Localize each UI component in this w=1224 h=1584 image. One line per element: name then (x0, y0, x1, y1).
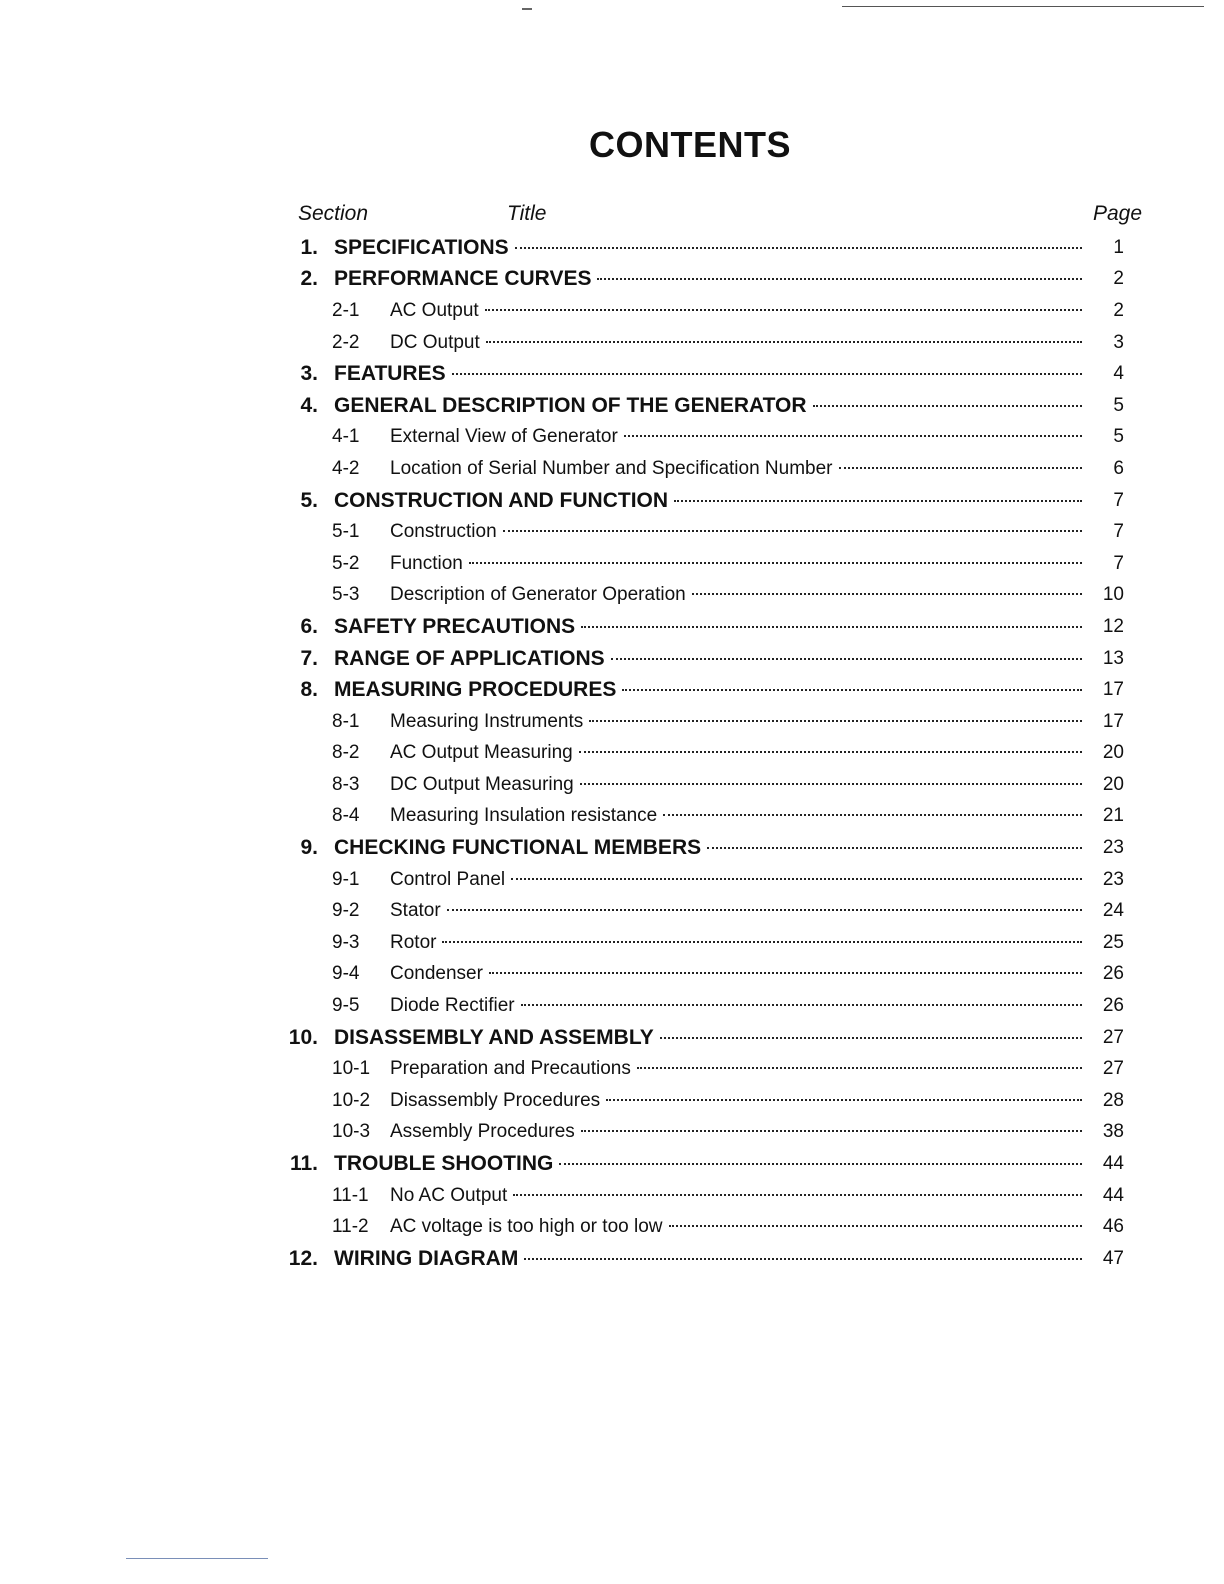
toc-entry[interactable] (0, 1148, 1224, 1180)
toc-entry-line (334, 1152, 1088, 1176)
dot-leader (813, 405, 1082, 407)
toc-entry-line (390, 711, 1088, 733)
toc-entry[interactable] (0, 232, 1224, 264)
toc-entry-number: 8-3 (332, 773, 360, 795)
toc-entry-page: 6 (1113, 457, 1124, 479)
toc-entry-line (334, 267, 1088, 291)
toc-entry-page: 38 (1102, 1121, 1124, 1143)
toc-entry[interactable] (0, 959, 1224, 991)
toc-entry-line (334, 678, 1088, 702)
toc-entry-number: 5-3 (332, 584, 360, 606)
toc-entry-title: AC voltage is too high or too low (390, 1216, 663, 1238)
dot-leader (559, 1163, 1082, 1165)
toc-entry-line (334, 836, 1088, 860)
column-header-title: Title (507, 202, 547, 225)
toc-entry[interactable] (0, 358, 1224, 390)
toc-entry-title: External View of Generator (390, 426, 618, 448)
toc-entry[interactable] (0, 453, 1224, 485)
dot-leader (597, 278, 1082, 280)
toc-entry[interactable] (0, 327, 1224, 359)
toc-entry-number: 5-2 (332, 552, 360, 574)
toc-entry[interactable] (0, 895, 1224, 927)
toc-entry[interactable] (0, 295, 1224, 327)
toc-entry-number: 11-1 (332, 1184, 369, 1206)
toc-entry-line (390, 963, 1088, 985)
toc-entry-title: Disassembly Procedures (390, 1089, 601, 1111)
toc-entry[interactable] (0, 548, 1224, 580)
toc-entry[interactable] (0, 801, 1224, 833)
toc-entry-page: 4 (1113, 363, 1124, 385)
toc-entry-line (334, 394, 1088, 418)
dot-leader (524, 1258, 1082, 1260)
toc-entry-title: No AC Output (390, 1184, 508, 1206)
toc-entry[interactable] (0, 1211, 1224, 1243)
toc-entry-title: DC Output (390, 331, 480, 353)
toc-entry-number: 8. (300, 678, 318, 702)
toc-entry-title: SPECIFICATIONS (334, 235, 509, 259)
toc-entry-number: 9. (300, 836, 318, 860)
toc-entry-page: 17 (1102, 710, 1124, 732)
toc-entry-page: 20 (1102, 742, 1124, 764)
column-header-section: Section (298, 202, 369, 225)
toc-entry-line (390, 521, 1088, 543)
toc-entry-line (390, 1121, 1088, 1143)
toc-entry-number: 9-3 (332, 931, 360, 953)
toc-entry-page: 23 (1102, 837, 1124, 859)
toc-entry[interactable] (0, 1117, 1224, 1149)
toc-entry-page: 26 (1102, 963, 1124, 985)
toc-entry-page: 23 (1102, 868, 1124, 890)
toc-entry-number: 9-2 (332, 900, 360, 922)
dot-leader (589, 720, 1082, 722)
toc-entry-line (390, 553, 1088, 575)
toc-entry-number: 5. (300, 488, 318, 512)
dot-leader (624, 435, 1082, 437)
column-headers (298, 202, 1142, 230)
dot-leader (513, 1194, 1082, 1196)
toc-entry-number: 4. (300, 393, 318, 417)
toc-entry-number: 10-2 (332, 1089, 371, 1111)
dot-leader (521, 1004, 1082, 1006)
toc-entry[interactable] (0, 706, 1224, 738)
toc-entry-number: 2-1 (332, 299, 360, 321)
toc-entry-line (390, 1216, 1088, 1238)
toc-entry-page: 44 (1102, 1184, 1124, 1206)
toc-entry[interactable] (0, 580, 1224, 612)
toc-entry-page: 2 (1113, 268, 1124, 290)
toc-entry-page: 21 (1102, 805, 1124, 827)
table-of-contents (0, 232, 1224, 1275)
toc-entry-line (390, 932, 1088, 954)
toc-entry[interactable] (0, 864, 1224, 896)
toc-entry-title: Stator (390, 900, 441, 922)
toc-entry-number: 8-1 (332, 710, 360, 732)
dot-leader (579, 751, 1082, 753)
dot-leader (663, 814, 1082, 816)
toc-entry-title: Control Panel (390, 868, 506, 890)
toc-entry-line (334, 647, 1088, 671)
toc-entry-line (390, 869, 1088, 891)
toc-entry[interactable] (0, 769, 1224, 801)
toc-entry-number: 9-5 (332, 995, 360, 1017)
toc-entry-title: DC Output Measuring (390, 773, 574, 795)
toc-entry-line (334, 489, 1088, 513)
toc-entry-title: FEATURES (334, 362, 446, 386)
toc-entry-page: 24 (1102, 900, 1124, 922)
dot-leader (707, 847, 1082, 849)
toc-entry-title: GENERAL DESCRIPTION OF THE GENERATOR (334, 393, 807, 417)
toc-entry-title: Rotor (390, 931, 437, 953)
toc-entry-page: 47 (1102, 1247, 1124, 1269)
scan-artifact-line-top (842, 6, 1204, 7)
toc-entry[interactable] (0, 832, 1224, 864)
toc-entry-title: Measuring Instruments (390, 710, 584, 732)
dot-leader (839, 467, 1082, 469)
toc-entry-title: Location of Serial Number and Specification Number (390, 457, 833, 479)
toc-entry[interactable] (0, 1180, 1224, 1212)
dot-leader (485, 309, 1082, 311)
toc-entry-line (390, 805, 1088, 827)
column-header-page: Page (1092, 202, 1142, 225)
page-title: CONTENTS (589, 124, 791, 165)
toc-entry-line (334, 236, 1088, 260)
toc-entry-title: Assembly Procedures (390, 1121, 575, 1143)
toc-entry[interactable] (0, 390, 1224, 422)
toc-entry-number: 3. (300, 362, 318, 386)
toc-entry-title: AC Output (390, 299, 479, 321)
toc-entry-page: 5 (1113, 394, 1124, 416)
toc-entry-number: 5-1 (332, 521, 360, 543)
toc-entry[interactable] (0, 643, 1224, 675)
toc-entry-title: Construction (390, 521, 497, 543)
toc-entry-page: 27 (1102, 1058, 1124, 1080)
dot-leader (515, 247, 1082, 249)
dot-leader (606, 1099, 1082, 1101)
scan-artifact-line-bottom (126, 1558, 268, 1559)
toc-entry-page: 7 (1113, 552, 1124, 574)
toc-entry[interactable] (0, 516, 1224, 548)
toc-entry-page: 27 (1102, 1026, 1124, 1048)
toc-entry-title: Diode Rectifier (390, 995, 515, 1017)
dot-leader (660, 1037, 1082, 1039)
toc-entry-line (390, 742, 1088, 764)
toc-entry[interactable] (0, 674, 1224, 706)
toc-entry-number: 4-1 (332, 426, 360, 448)
toc-entry-number: 8-2 (332, 742, 360, 764)
toc-entry-number: 9-1 (332, 868, 360, 890)
toc-entry-title: Preparation and Precautions (390, 1058, 631, 1080)
toc-entry-number: 10-1 (332, 1058, 371, 1080)
toc-entry-page: 7 (1113, 489, 1124, 511)
toc-entry-line (334, 615, 1088, 639)
toc-entry-title: CONSTRUCTION AND FUNCTION (334, 488, 669, 512)
dot-leader (489, 972, 1082, 974)
toc-entry-page: 26 (1102, 995, 1124, 1017)
toc-entry[interactable] (0, 990, 1224, 1022)
toc-entry-page: 5 (1113, 426, 1124, 448)
toc-entry-title: PERFORMANCE CURVES (334, 267, 592, 291)
toc-entry-number: 6. (300, 614, 318, 638)
toc-entry-title: Description of Generator Operation (390, 584, 686, 606)
toc-entry-title: WIRING DIAGRAM (334, 1246, 519, 1270)
toc-entry-line (334, 1247, 1088, 1271)
toc-entry-line (334, 362, 1088, 386)
toc-entry-title: AC Output Measuring (390, 742, 573, 764)
toc-entry-page: 3 (1113, 331, 1124, 353)
scan-artifact-mark (522, 8, 532, 10)
toc-entry-page: 28 (1102, 1089, 1124, 1111)
toc-entry-page: 25 (1102, 931, 1124, 953)
toc-entry-title: CHECKING FUNCTIONAL MEMBERS (334, 836, 702, 860)
dot-leader (622, 689, 1082, 691)
toc-entry-page: 44 (1102, 1153, 1124, 1175)
toc-entry-number: 12. (288, 1246, 318, 1270)
dot-leader (581, 1130, 1082, 1132)
toc-entry-page: 7 (1113, 521, 1124, 543)
toc-entry-page: 13 (1102, 647, 1124, 669)
dot-leader (511, 878, 1082, 880)
dot-leader (442, 941, 1082, 943)
toc-entry-page: 46 (1102, 1216, 1124, 1238)
toc-entry-line (390, 300, 1088, 322)
toc-entry-line (390, 774, 1088, 796)
toc-entry-page: 10 (1102, 584, 1124, 606)
toc-entry[interactable] (0, 1085, 1224, 1117)
toc-entry-line (390, 584, 1088, 606)
toc-entry-number: 2-2 (332, 331, 360, 353)
toc-entry-number: 4-2 (332, 457, 360, 479)
dot-leader (580, 783, 1082, 785)
toc-entry-page: 20 (1102, 773, 1124, 795)
toc-entry[interactable] (0, 485, 1224, 517)
dot-leader (447, 909, 1082, 911)
toc-entry-line (390, 458, 1088, 480)
toc-entry-page: 1 (1113, 236, 1124, 258)
toc-entry-title: Measuring Insulation resistance (390, 805, 658, 827)
toc-entry-line (390, 1185, 1088, 1207)
dot-leader (637, 1067, 1082, 1069)
toc-entry-title: RANGE OF APPLICATIONS (334, 646, 605, 670)
toc-entry-number: 9-4 (332, 963, 360, 985)
toc-entry[interactable] (0, 927, 1224, 959)
toc-entry[interactable] (0, 1022, 1224, 1054)
toc-entry-line (334, 1026, 1088, 1050)
dot-leader (674, 500, 1082, 502)
toc-entry-line (390, 426, 1088, 448)
dot-leader (581, 626, 1082, 628)
toc-entry-title: TROUBLE SHOOTING (334, 1152, 554, 1176)
toc-entry[interactable] (0, 1243, 1224, 1275)
dot-leader (692, 593, 1082, 595)
toc-entry-number: 11-2 (332, 1216, 369, 1238)
dot-leader (611, 658, 1082, 660)
toc-entry-number: 7. (300, 646, 318, 670)
toc-entry[interactable] (0, 738, 1224, 770)
toc-entry-page: 17 (1102, 679, 1124, 701)
toc-entry-title: Condenser (390, 963, 483, 985)
toc-entry-line (390, 995, 1088, 1017)
toc-entry[interactable] (0, 611, 1224, 643)
dot-leader (486, 341, 1082, 343)
toc-entry-number: 8-4 (332, 805, 360, 827)
toc-entry-number: 10. (288, 1025, 318, 1049)
toc-entry-page: 2 (1113, 299, 1124, 321)
toc-entry-title: DISASSEMBLY AND ASSEMBLY (334, 1025, 654, 1049)
toc-entry-title: MEASURING PROCEDURES (334, 678, 617, 702)
dot-leader (469, 562, 1082, 564)
toc-entry[interactable] (0, 264, 1224, 296)
toc-entry-line (390, 332, 1088, 354)
toc-entry[interactable] (0, 1053, 1224, 1085)
toc-entry-number: 2. (300, 267, 318, 291)
toc-entry-line (390, 900, 1088, 922)
toc-entry-page: 12 (1102, 615, 1124, 637)
toc-entry-line (390, 1090, 1088, 1112)
toc-entry-title: Function (390, 552, 463, 574)
toc-entry-number: 10-3 (332, 1121, 371, 1143)
dot-leader (669, 1225, 1083, 1227)
toc-entry-number: 1. (300, 235, 318, 259)
toc-entry[interactable] (0, 422, 1224, 454)
toc-entry-number: 11. (289, 1152, 318, 1176)
dot-leader (452, 373, 1082, 375)
dot-leader (503, 530, 1082, 532)
toc-entry-title: SAFETY PRECAUTIONS (334, 614, 576, 638)
toc-entry-line (390, 1058, 1088, 1080)
